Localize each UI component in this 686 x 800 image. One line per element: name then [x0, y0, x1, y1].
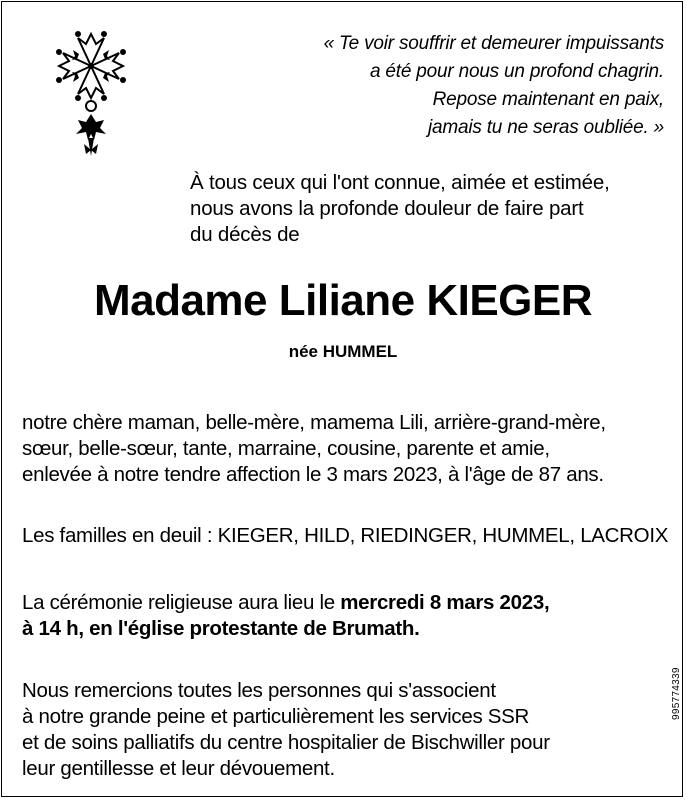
relations-paragraph [22, 410, 606, 488]
epitaph-quote [324, 30, 664, 142]
ceremony-date: mercredi 8 mars 2023, [340, 591, 550, 614]
thanks-line: leur gentillesse et leur dévouement. [22, 757, 335, 780]
huguenot-cross-icon [48, 22, 134, 164]
maiden-name: née HUMMEL [288, 342, 398, 361]
ceremony-prefix: La cérémonie religieuse aura lieu le [22, 591, 341, 614]
ceremony-paragraph [22, 590, 549, 642]
quote-line: « Te voir souffrir et demeurer impuissants [323, 33, 664, 54]
quote-line: jamais tu ne seras oubliée. » [427, 117, 664, 138]
quote-line: a été pour nous un profond chagrin. [369, 61, 664, 82]
relations-line: sœur, belle-sœur, tante, marraine, cousine, parente et amie, [22, 437, 550, 460]
ceremony-place: à 14 h, en l'église protestante de Brumath. [22, 617, 420, 640]
intro-text [190, 170, 610, 248]
intro-line: nous avons la profonde douleur de faire part [190, 197, 584, 220]
relations-line: enlevée à notre tendre affection le 3 mars 2023, à l'âge de 87 ans. [22, 463, 604, 486]
families-line: Les familles en deuil : KIEGER, HILD, RIEDINGER, HUMMEL, LACROIX [22, 524, 669, 547]
deceased-name: Madame Liliane KIEGER [93, 276, 593, 325]
intro-line: du décès de [190, 223, 300, 246]
thanks-paragraph [22, 678, 550, 782]
intro-line: À tous ceux qui l'ont connue, aimée et estimée, [190, 171, 610, 194]
thanks-line: Nous remercions toutes les personnes qui s'associent [22, 679, 496, 702]
relations-line: notre chère maman, belle-mère, mamema Lili, arrière-grand-mère, [22, 411, 606, 434]
families-paragraph [22, 523, 668, 549]
quote-line: Repose maintenant en paix, [432, 89, 664, 110]
thanks-line: à notre grande peine et particulièrement les services SSR [22, 705, 530, 728]
ceremony-line-2 [22, 616, 549, 642]
reference-number: 995774339 [671, 667, 682, 720]
thanks-line: et de soins palliatifs du centre hospitalier de Bischwiller pour [22, 731, 550, 754]
ceremony-line-1 [22, 590, 549, 616]
